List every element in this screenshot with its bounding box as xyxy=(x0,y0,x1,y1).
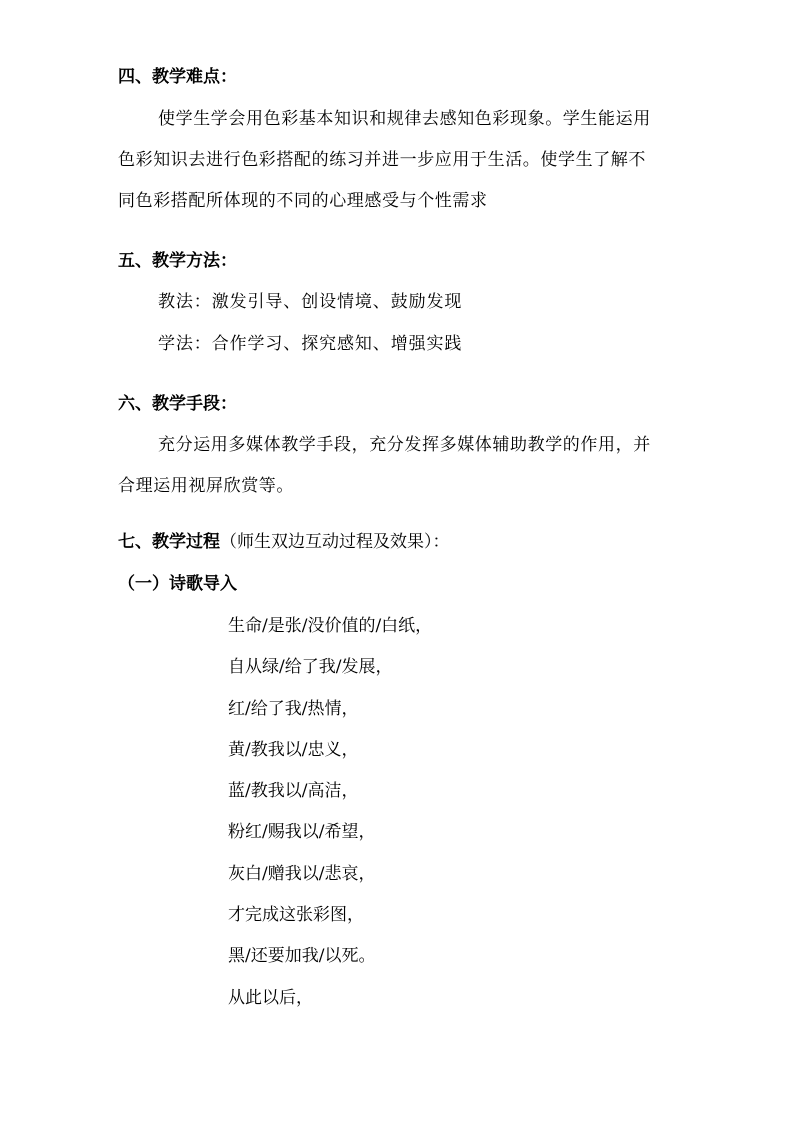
poem-line: 蓝/教我以/高洁， xyxy=(228,781,359,801)
poem-line: 从此以后， xyxy=(228,988,313,1008)
poem-line: 红/给了我/热情， xyxy=(228,699,359,719)
poem-line: 黄/教我以/忠义， xyxy=(228,740,359,760)
paragraph-line: 合理运用视屏欣赏等。 xyxy=(118,476,294,496)
sub-heading-poem-intro: （一）诗歌导入 xyxy=(118,574,237,594)
poem-line: 粉红/赐我以/希望， xyxy=(228,822,376,842)
section-heading-means: 六、教学手段： xyxy=(118,394,237,414)
poem-line: 生命/是张/没价值的/白纸， xyxy=(228,616,433,636)
section-heading-methods: 五、教学方法： xyxy=(118,251,237,271)
poem-line: 自从绿/给了我/发展， xyxy=(228,657,393,677)
paragraph-line: 色彩知识去进行色彩搭配的练习并进一步应用于生活。使学生了解不 xyxy=(118,150,646,170)
section-heading-difficulties: 四、教学难点： xyxy=(118,67,237,87)
poem-line: 才完成这张彩图， xyxy=(228,905,364,925)
section-heading-process xyxy=(118,531,450,553)
paragraph-line: 使学生学会用色彩基本知识和规律去感知色彩现象。学生能运用 xyxy=(158,109,651,129)
poem-line: 黑/还要加我/以死。 xyxy=(228,946,376,966)
poem-line: 灰白/赠我以/悲哀， xyxy=(228,864,376,884)
paragraph-line: 学法：合作学习、探究感知、增强实践 xyxy=(158,334,463,354)
paragraph-line: 充分运用多媒体教学手段，充分发挥多媒体辅助教学的作用，并 xyxy=(158,435,651,455)
paragraph-line: 教法：激发引导、创设情境、鼓励发现 xyxy=(158,292,463,312)
paragraph-line: 同色彩搭配所体现的不同的心理感受与个性需求 xyxy=(118,191,488,211)
section-heading-process-note: （师生双边互动过程及效果）： xyxy=(220,532,450,552)
section-heading-process-bold: 七、教学过程 xyxy=(118,532,220,552)
